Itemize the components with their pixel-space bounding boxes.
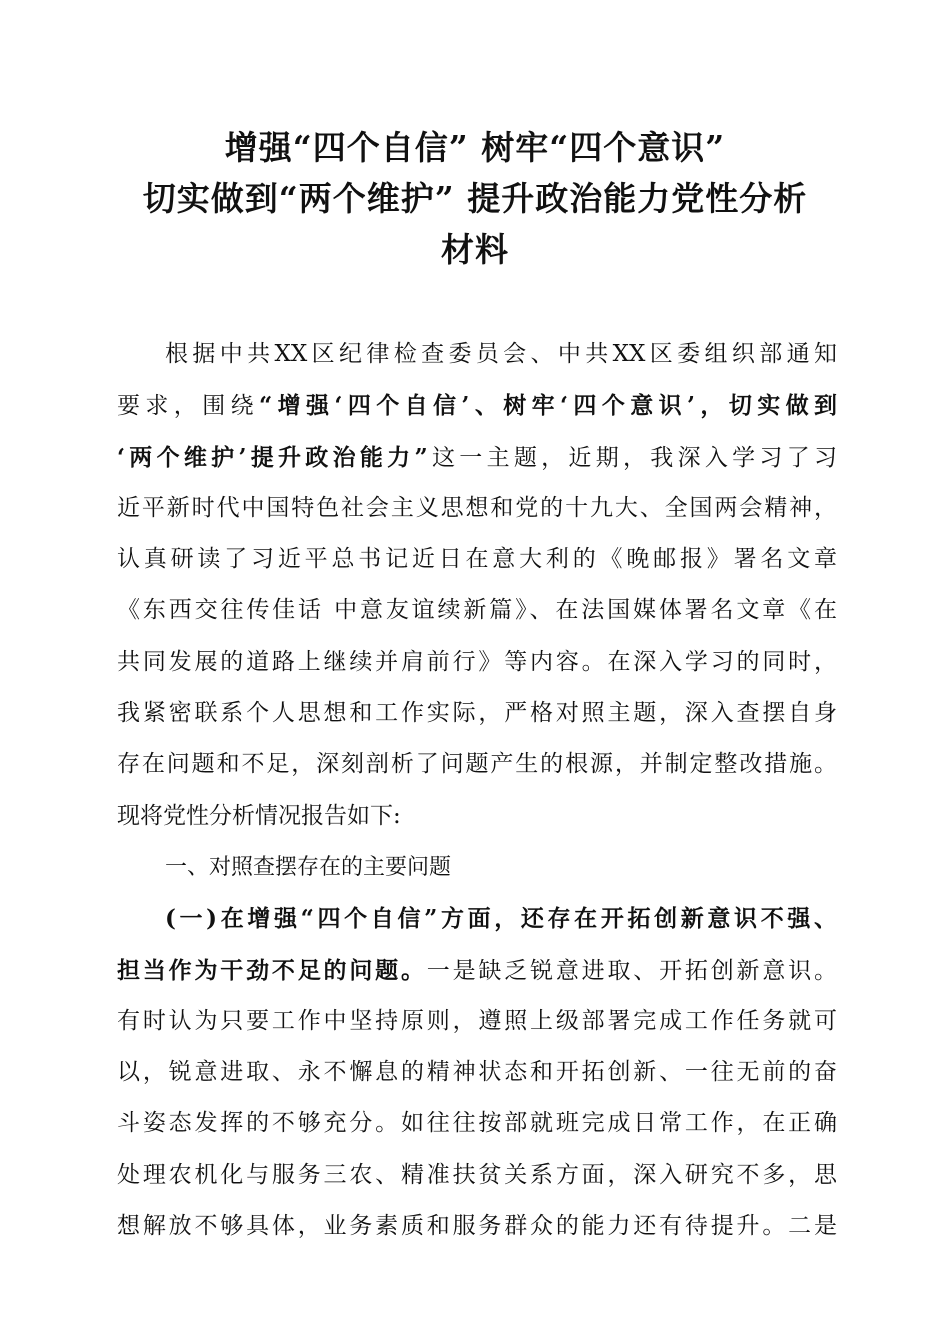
item-line: 有时认为只要工作中坚持原则，遵照上级部署完成工作任务就可	[117, 1007, 837, 1034]
document-title	[100, 122, 850, 275]
section-heading: 一、对照查摆存在的主要问题	[165, 854, 452, 880]
intro-theme-bold: “增强‘四个自信’、树牢‘四个意识’，切实做到	[259, 392, 838, 420]
item-heading-bold: 担当作为干劲不足的问题。	[117, 956, 427, 984]
item-text: 一是缺乏锐意进取、开拓创新意识。	[426, 957, 838, 984]
intro-line: 近平新时代中国特色社会主义思想和党的十九大、全国两会精神，	[117, 494, 837, 521]
item-line	[117, 945, 837, 996]
intro-line: 存在问题和不足，深刻剖析了问题产生的根源，并制定整改措施。	[117, 751, 837, 778]
item-line: 想解放不够具体，业务素质和服务群众的能力还有待提升。二是	[117, 1213, 837, 1240]
intro-line: 我紧密联系个人思想和工作实际，严格对照主题，深入查摆自身	[117, 700, 837, 727]
intro-text: 这一主题，近期，我深入学习了习	[427, 444, 838, 471]
intro-line: 现将党性分析情况报告如下:	[117, 802, 401, 829]
intro-text: 要求，围绕	[117, 393, 259, 420]
title-line-3: 材料	[441, 230, 509, 269]
item-heading-bold: (一)在增强“四个自信”方面，还存在开拓创新意识不强、	[165, 905, 837, 933]
intro-line: 《东西交往传佳话 中意友谊续新篇》、在法国媒体署名文章《在	[117, 597, 837, 624]
document-body	[117, 329, 837, 1252]
intro-line: 认真研读了习近平总书记近日在意大利的《晚邮报》署名文章	[117, 546, 837, 573]
item-line: 处理农机化与服务三农、精准扶贫关系方面，深入研究不多，思	[117, 1161, 837, 1188]
item-line: 斗姿态发挥的不够充分。如往往按部就班完成日常工作，在正确	[117, 1110, 837, 1137]
intro-theme-bold: ‘两个维护’提升政治能力”	[117, 443, 428, 471]
intro-line: 根据中共XX区纪律检查委员会、中共XX区委组织部通知	[165, 341, 837, 367]
title-line-2: 切实做到“两个维护” 提升政治能力党性分析	[142, 179, 808, 218]
item-line: 以，锐意进取、永不懈息的精神状态和开拓创新、一往无前的奋	[117, 1059, 837, 1086]
title-line-1: 增强“四个自信” 树牢“四个意识”	[224, 128, 726, 167]
intro-line	[117, 432, 837, 483]
intro-line	[117, 380, 837, 431]
intro-line: 共同发展的道路上继续并肩前行》等内容。在深入学习的同时，	[117, 648, 837, 675]
